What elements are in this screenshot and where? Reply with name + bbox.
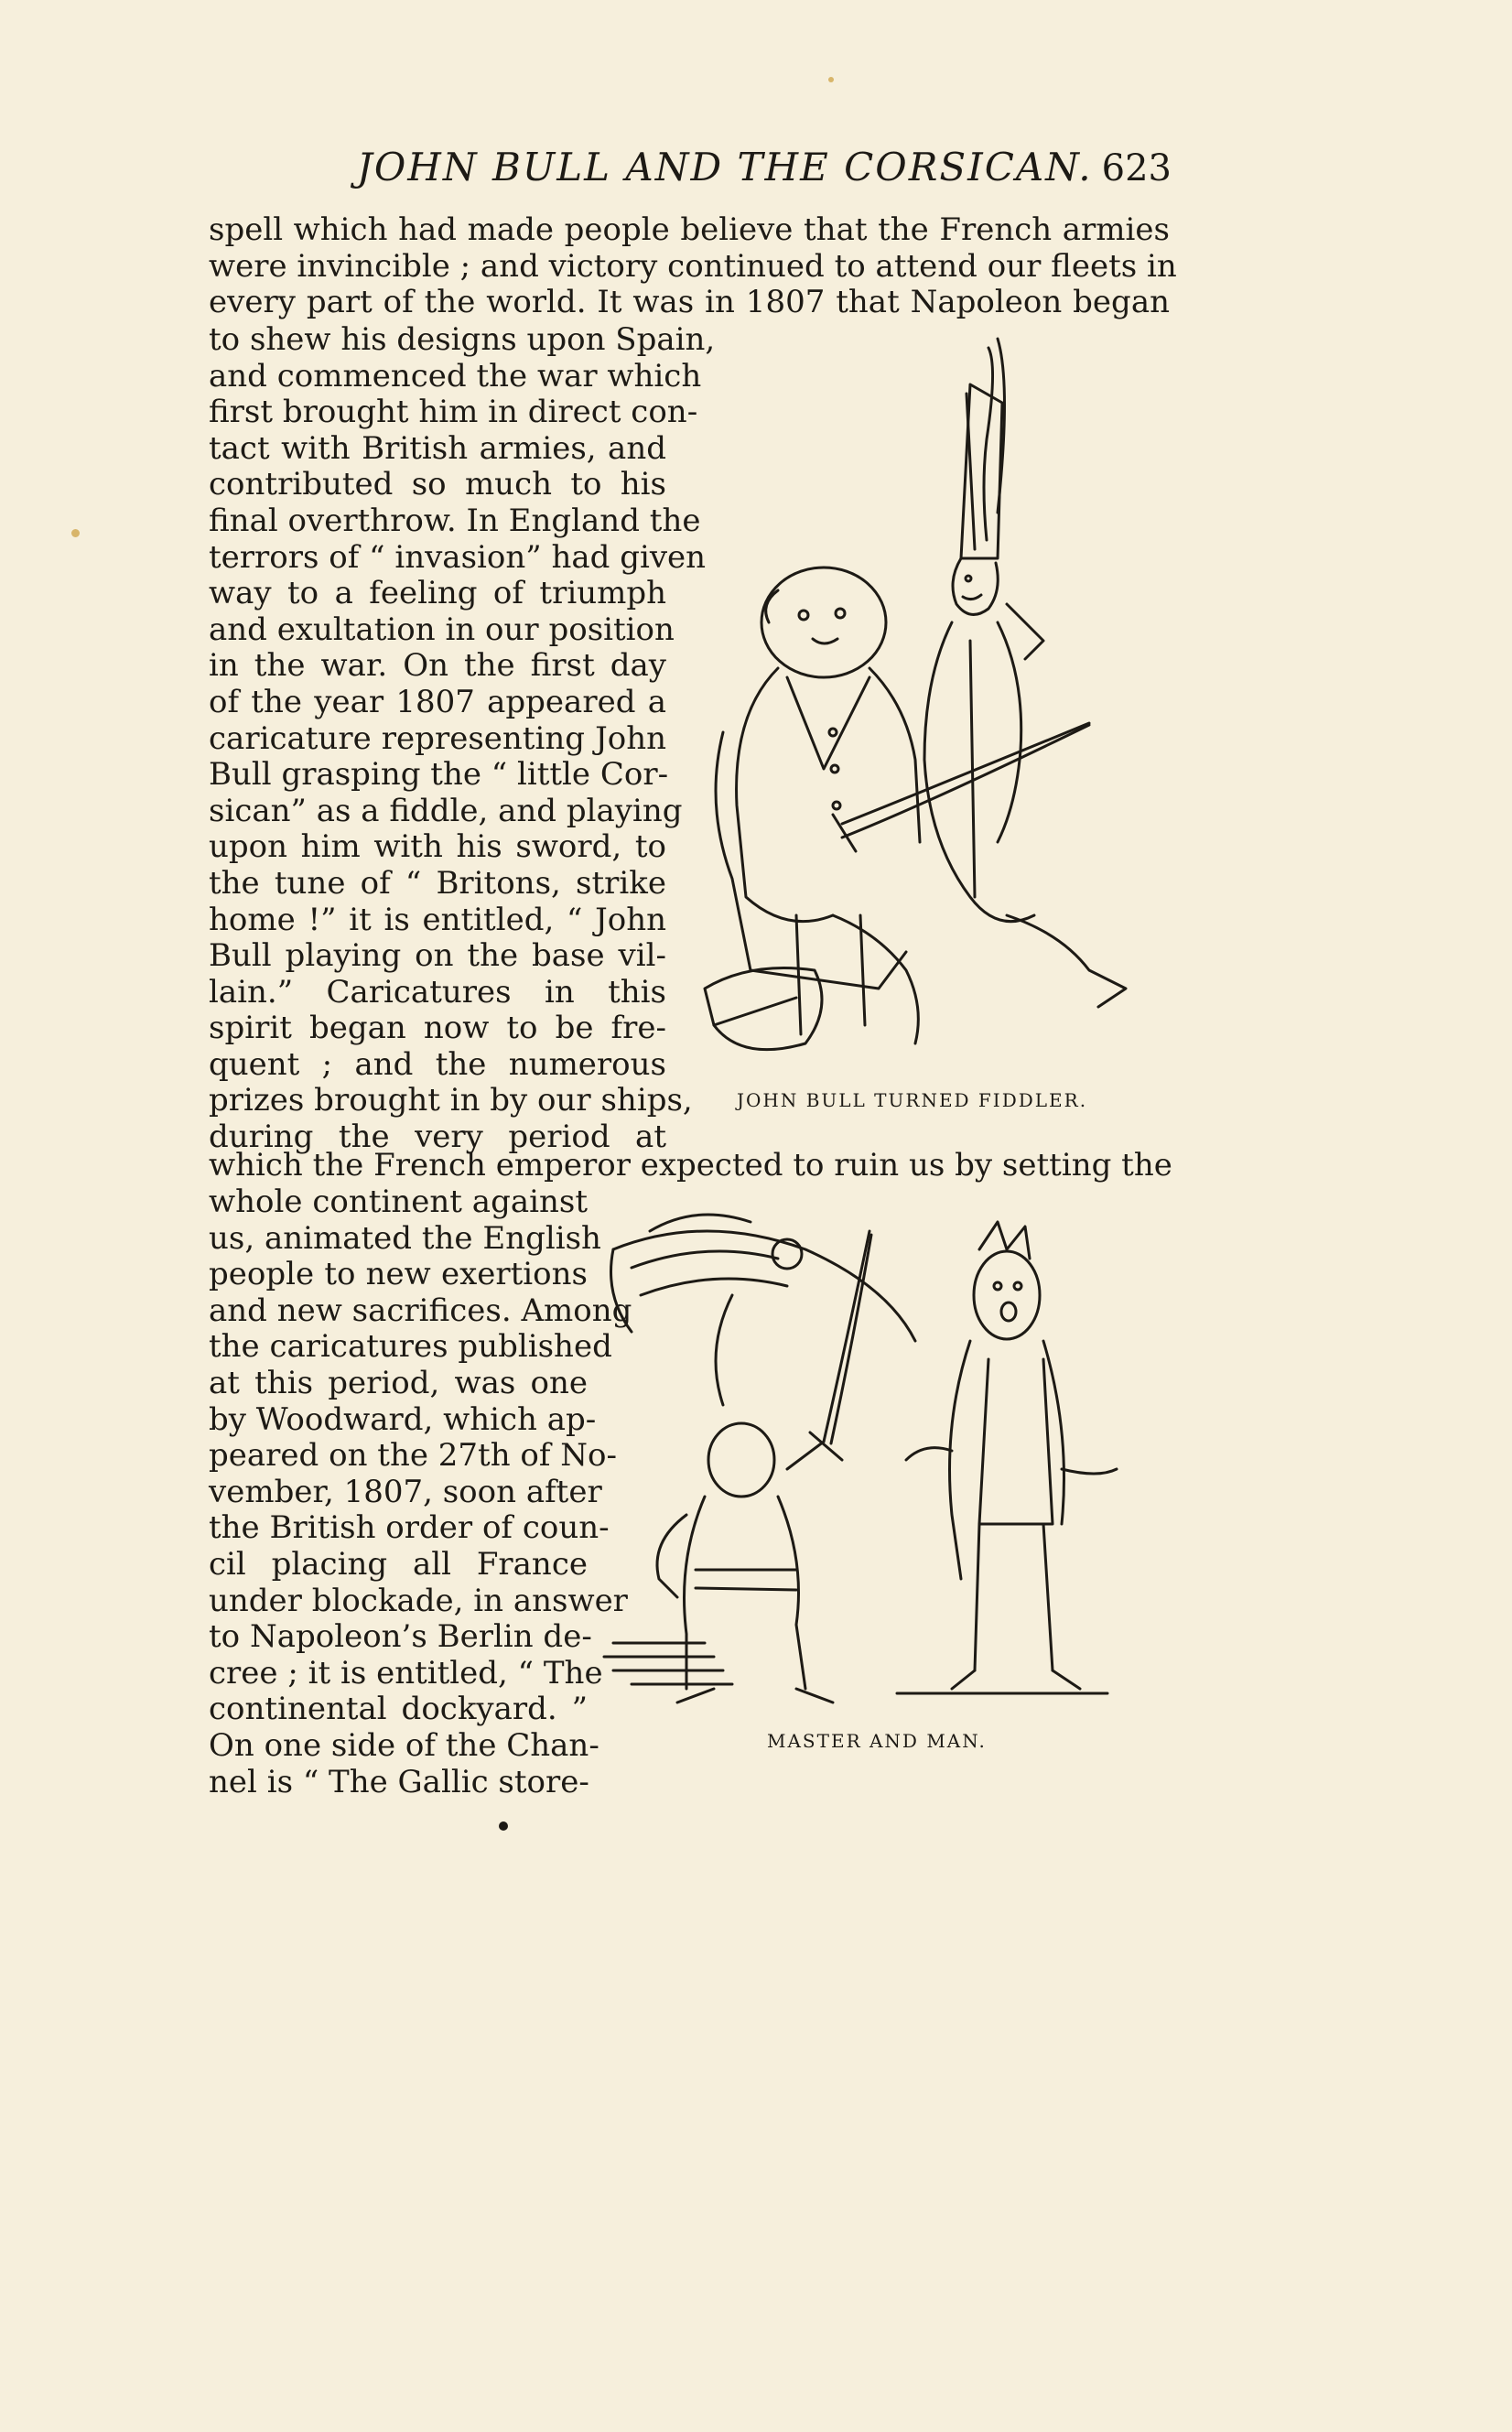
text-line: cree ; it is entitled, “ The: [209, 1654, 603, 1692]
master-and-man-illustration: [595, 1194, 1162, 1707]
text-line: spell which had made people believe that the French armies: [209, 211, 1170, 248]
ornament-dot: [499, 1821, 508, 1831]
text-line: caricature representing John: [209, 719, 666, 757]
body-text-top: [209, 211, 1177, 321]
text-line: terrors of “ invasion” had given: [209, 538, 707, 576]
text-line: cil placing all France: [209, 1545, 588, 1583]
text-line: sican” as a fiddle, and playing: [209, 792, 683, 829]
text-line: to Napoleon’s Berlin de-: [209, 1618, 592, 1656]
text-line: vember, 1807, soon after: [209, 1473, 602, 1510]
body-text-column-2: [209, 1184, 632, 1800]
text-line: at this period, was one: [209, 1364, 588, 1401]
text-line: final overthrow. In England the: [209, 502, 701, 539]
text-line: the caricatures published: [209, 1328, 612, 1366]
figure-1-caption: JOHN BULL TURNED FIDDLER.: [737, 1089, 1088, 1111]
text-line: continental dockyard. ”: [209, 1691, 588, 1728]
paper-speck: [828, 77, 834, 82]
text-line: and new sacrifices. Among: [209, 1292, 632, 1329]
text-line: during the very period at: [209, 1119, 666, 1156]
text-line: spirit began now to be fre-: [209, 1010, 666, 1047]
text-line: the tune of “ Britons, strike: [209, 864, 666, 902]
text-line: peared on the 27th of No-: [209, 1437, 617, 1475]
text-line: home !” it is entitled, “ John: [209, 901, 666, 938]
text-line: quent ; and the numerous: [209, 1045, 666, 1083]
text-line: and exultation in our position: [209, 611, 675, 648]
john-bull-fiddler-illustration: [696, 330, 1135, 1080]
text-line: Bull playing on the base vil-: [209, 937, 666, 975]
body-text-column-1: [209, 321, 716, 1156]
text-line: every part of the world. It was in 1807 that Napoleon began: [209, 284, 1170, 321]
text-line: On one side of the Chan-: [209, 1726, 599, 1764]
text-line: upon him with his sword, to: [209, 828, 666, 866]
text-line: first brought him in direct con-: [209, 394, 698, 431]
text-line: of the year 1807 appeared a: [209, 683, 666, 720]
text-line: Bull grasping the “ little Cor-: [209, 756, 669, 794]
text-line: whole continent against: [209, 1184, 588, 1220]
text-line: nel is “ The Gallic store-: [209, 1763, 589, 1800]
text-line: us, animated the English: [209, 1219, 601, 1257]
text-line: under blockade, in answer: [209, 1582, 628, 1619]
text-line: way to a feeling of triumph: [209, 575, 666, 612]
text-line: were invincible ; and victory continued to attend our fleets in: [209, 247, 1177, 285]
text-line: people to new exertions: [209, 1256, 588, 1293]
figure-2-caption: MASTER AND MAN.: [767, 1730, 987, 1752]
text-line: prizes brought in by our ships,: [209, 1082, 693, 1119]
text-line: the British order of coun-: [209, 1509, 610, 1547]
text-line: which the French emperor expected to ruin us by setting the: [209, 1147, 1172, 1184]
body-text-middle: [209, 1148, 1170, 1184]
text-line: and commenced the war which: [209, 357, 702, 395]
page-number: 623: [1101, 147, 1172, 189]
text-line: contributed so much to his: [209, 466, 666, 503]
paper-speck: [71, 529, 80, 537]
text-line: to shew his designs upon Spain,: [209, 321, 716, 358]
text-line: tact with British armies, and: [209, 429, 666, 467]
text-line: in the war. On the first day: [209, 647, 666, 685]
running-header: [211, 145, 1172, 189]
text-line: by Woodward, which ap-: [209, 1400, 597, 1438]
running-title: JOHN BULL AND THE CORSICAN.: [357, 145, 1093, 189]
text-line: lain.” Caricatures in this: [209, 973, 666, 1011]
